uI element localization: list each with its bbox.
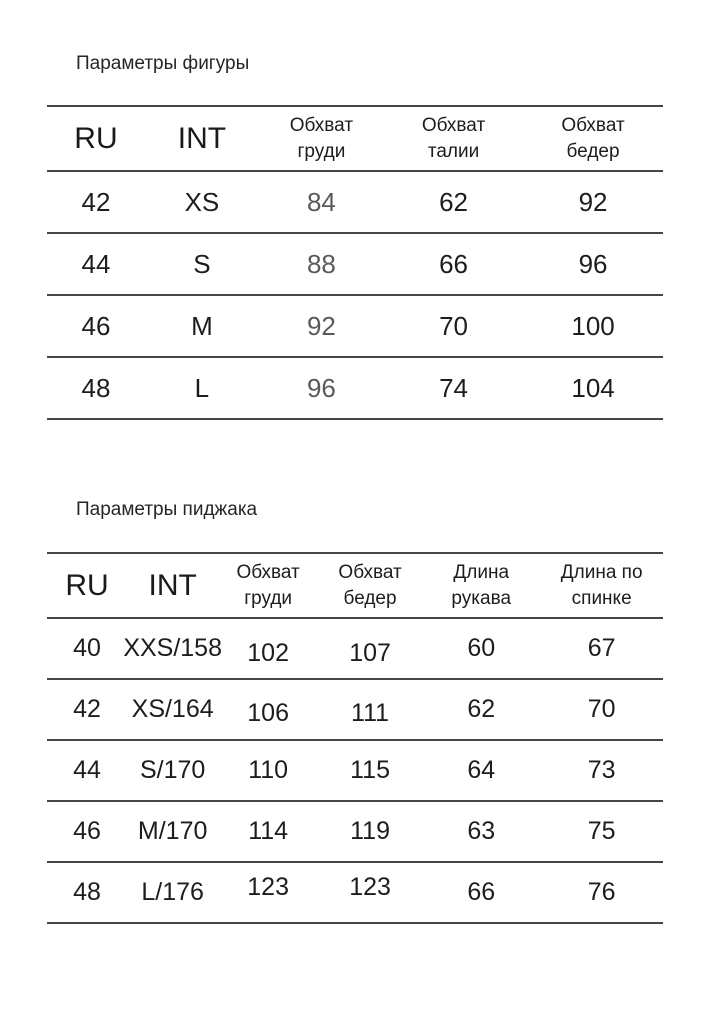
cell-hips: 104 [571,372,615,403]
cell-chest: 123 [247,873,289,901]
figure-table-title: Параметры фигуры [76,53,250,74]
cell-chest: 88 [306,248,336,279]
cell-int: XS/164 [131,695,214,723]
cell-hips: 92 [578,186,608,217]
cell-waist: 62 [439,186,468,217]
column-header-int: INT [148,568,197,602]
cell-ru: 48 [81,372,111,403]
jacket-table [47,552,663,924]
column-header-int: INT [177,121,227,155]
cell-hips: 115 [350,756,390,784]
cell-chest: 110 [248,756,289,784]
cell-sleeve: 64 [467,756,496,784]
cell-hips: 107 [349,639,391,667]
cell-waist: 74 [439,372,468,403]
cell-hips: 119 [350,817,390,845]
column-header-ru: RU [74,121,118,155]
cell-sleeve: 66 [467,878,496,906]
cell-hips: 123 [349,873,391,901]
cell-int: L/176 [141,878,204,906]
cell-int: S/170 [139,756,206,784]
table-row [47,861,663,922]
cell-ru: 42 [73,695,101,723]
cell-chest: 92 [306,310,336,341]
cell-chest: 114 [248,817,289,845]
cell-ru: 44 [73,756,101,784]
cell-back-length: 76 [587,878,616,906]
cell-chest: 106 [247,699,289,727]
cell-int: M/170 [137,817,208,845]
table-row [47,356,663,418]
cell-int: L [194,372,210,403]
cell-ru: 40 [73,634,101,662]
column-header-chest [218,554,318,617]
cell-ru: 46 [81,310,111,341]
column-header-label: Длина по спинке [560,561,643,609]
cell-waist: 70 [439,310,468,341]
column-header-label: Обхват груди [289,114,354,162]
table-row [47,170,663,232]
cell-back-length: 70 [587,695,616,723]
cell-sleeve: 60 [467,634,496,662]
column-header-sleeve [422,554,540,617]
column-header-waist [384,107,523,170]
cell-waist: 66 [439,248,468,279]
column-header-label: Обхват груди [236,561,300,609]
column-header-hips [523,107,663,170]
figure-table [47,105,663,420]
table-row [47,800,663,861]
cell-chest: 84 [306,186,336,217]
table-row [47,232,663,294]
table-row [47,678,663,739]
cell-ru: 48 [73,878,101,906]
column-header-label: Обхват бедер [561,114,625,162]
column-header-hips [318,554,422,617]
cell-int: M [191,310,213,341]
table-row [47,739,663,800]
cell-back-length: 75 [587,817,616,845]
column-header-chest [259,107,384,170]
column-header-label: Обхват талии [421,114,486,162]
cell-ru: 42 [81,186,111,217]
cell-ru: 46 [73,817,101,845]
cell-hips: 100 [571,310,615,341]
cell-hips: 96 [578,248,608,279]
column-header-back-length [540,554,663,617]
column-header-ru: RU [65,568,109,602]
cell-ru: 44 [81,248,111,279]
column-header-label: Обхват бедер [338,561,402,609]
cell-hips: 111 [351,699,390,727]
cell-int: S [193,248,211,279]
cell-sleeve: 63 [467,817,496,845]
table-row [47,617,663,678]
jacket-table-header-row [47,552,663,617]
cell-int: XS [184,186,220,217]
cell-chest: 102 [247,639,289,667]
jacket-table-title: Параметры пиджака [76,499,258,520]
cell-sleeve: 62 [467,695,496,723]
cell-back-length: 67 [587,634,616,662]
figure-table-header-row [47,105,663,170]
table-row [47,294,663,356]
cell-int: XXS/158 [123,634,222,662]
cell-back-length: 73 [587,756,616,784]
cell-chest: 96 [306,372,336,403]
column-header-label: Длина рукава [451,561,512,609]
